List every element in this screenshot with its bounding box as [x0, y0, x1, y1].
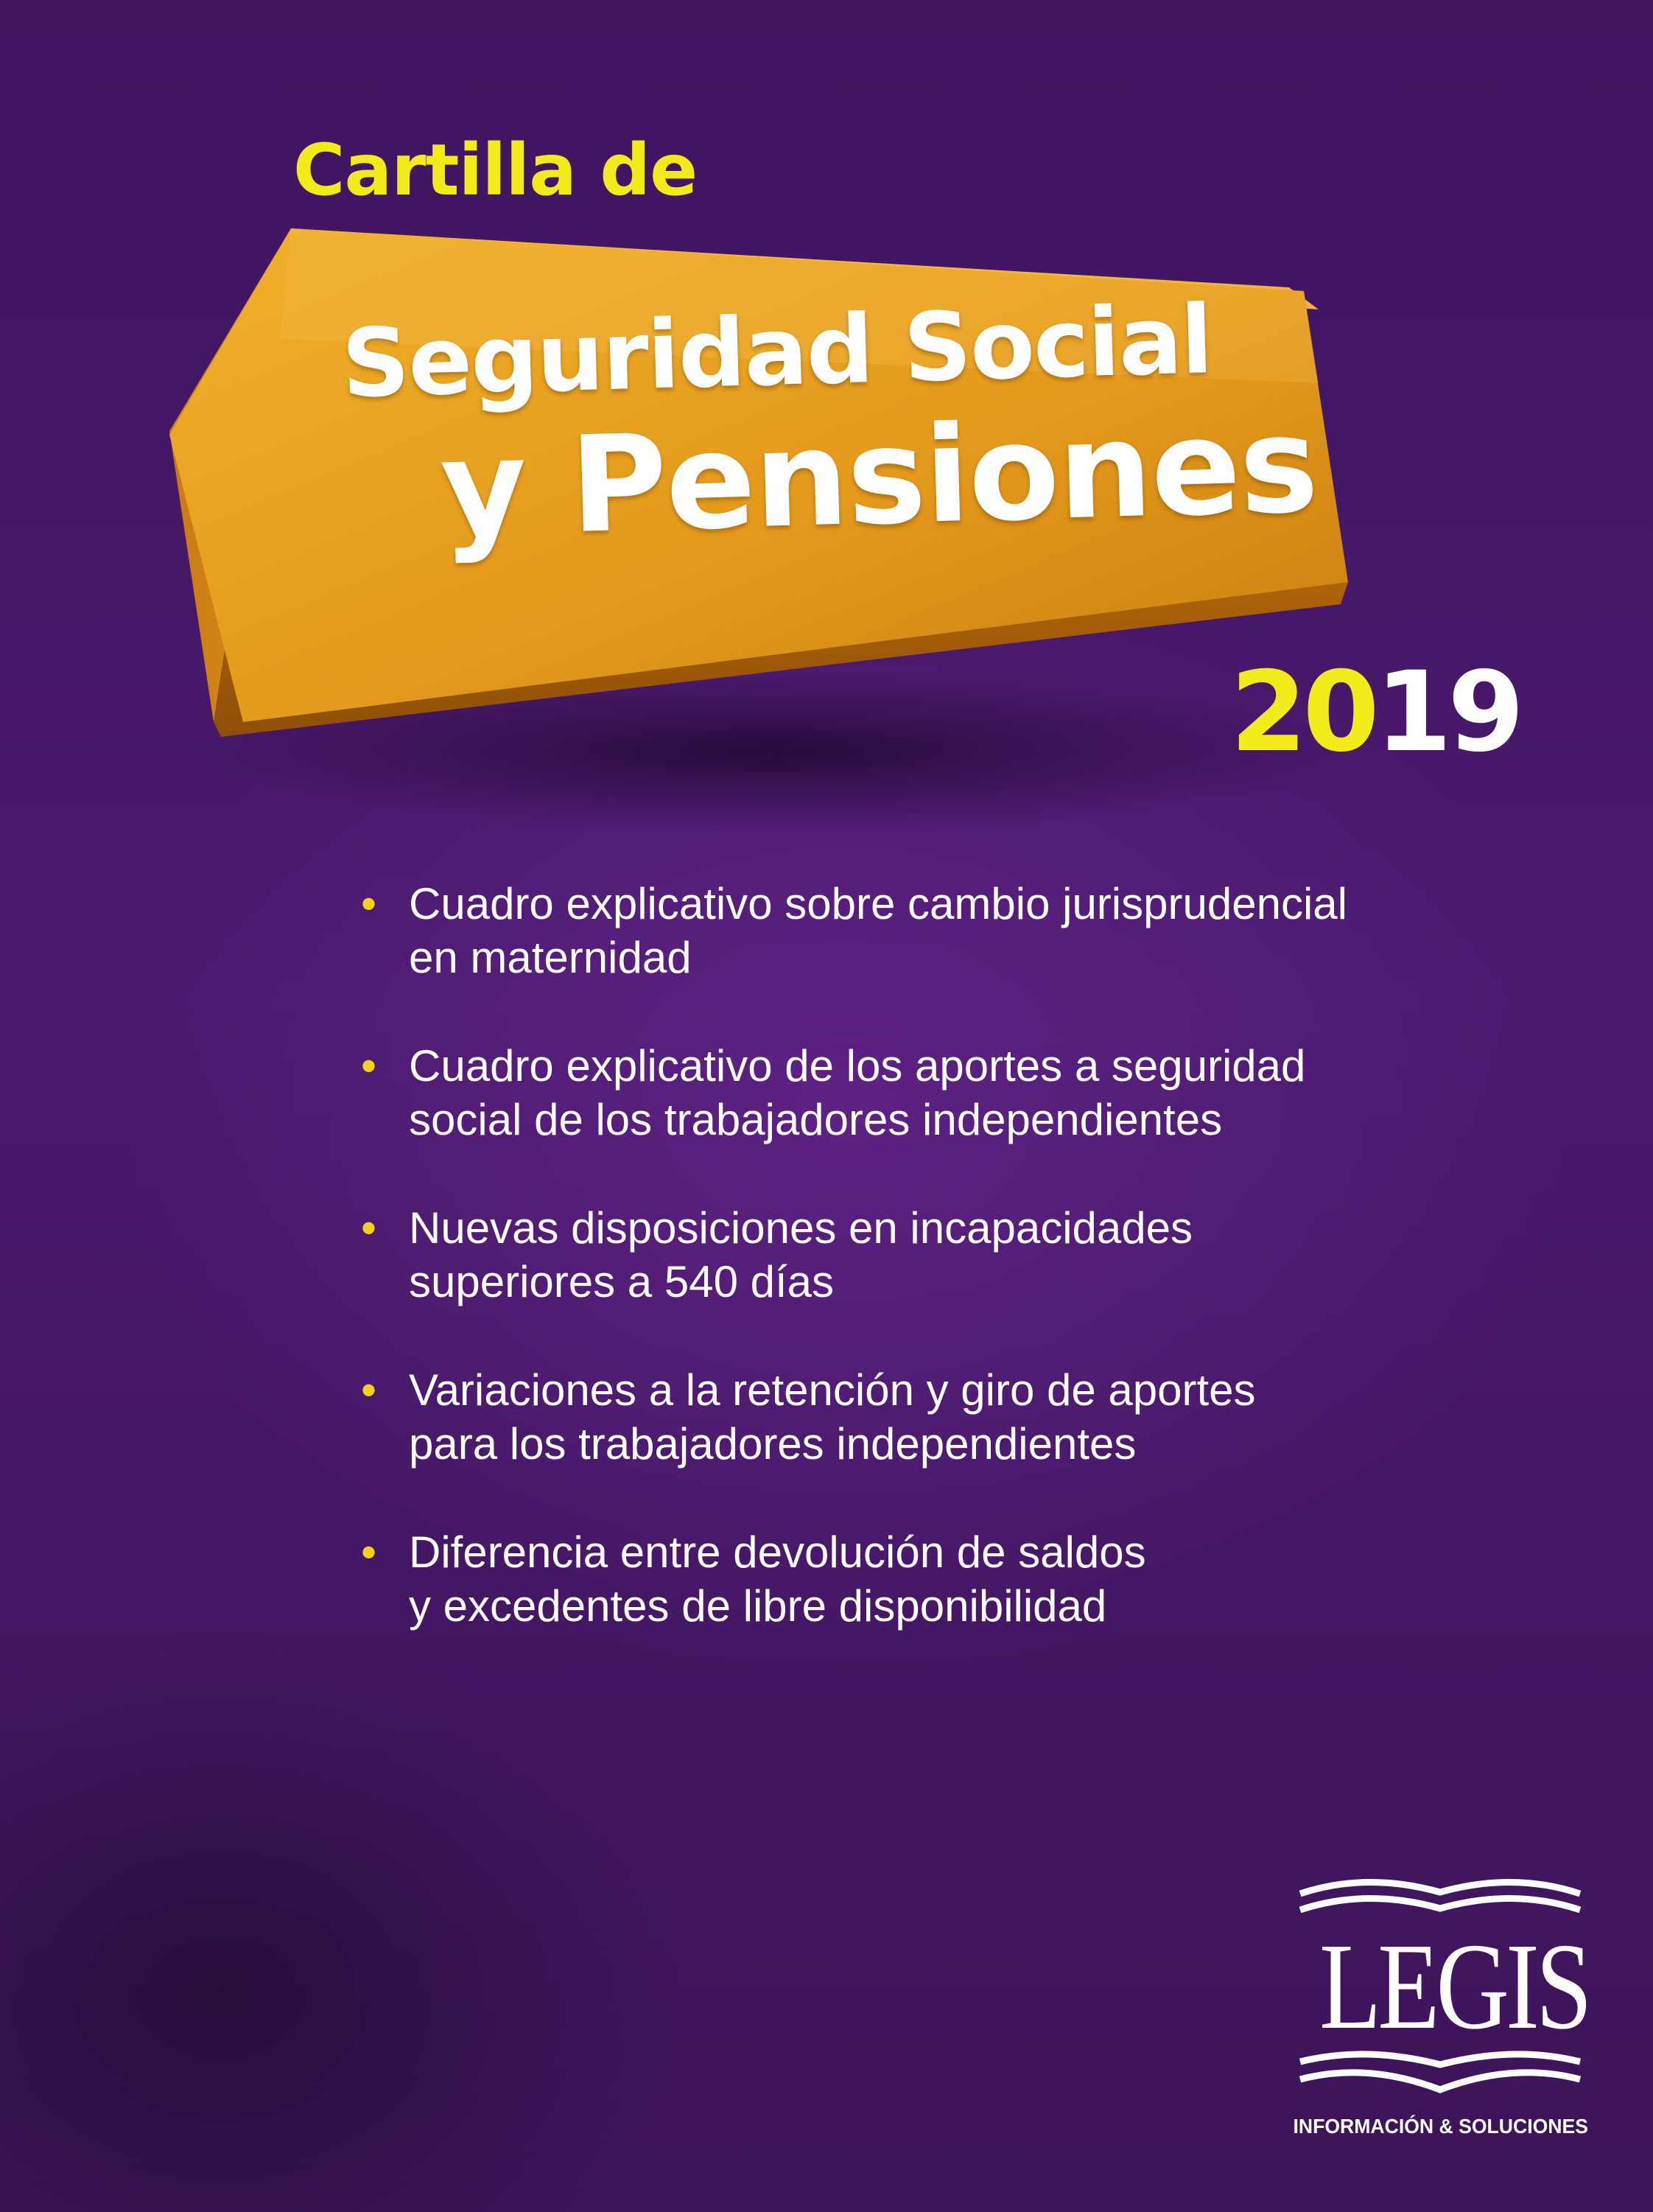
bullet-icon: •: [361, 1041, 377, 1091]
cover-title-line-2: y Pensiones: [438, 388, 1319, 567]
feature-line-2: social de los trabajadores independientes: [409, 1095, 1223, 1144]
bullet-icon: •: [361, 1365, 377, 1415]
bullet-icon: •: [361, 879, 377, 928]
year-part-a: 20: [1230, 648, 1375, 777]
cover-year: [1230, 648, 1520, 777]
feature-line-1: Cuadro explicativo de los aportes a seguridad: [409, 1041, 1306, 1091]
publisher-name: LEGIS: [1319, 1918, 1589, 2055]
feature-line-2: y excedentes de libre disponibilidad: [409, 1581, 1107, 1631]
feature-line-1: Cuadro explicativo sobre cambio jurisprudencial: [409, 879, 1347, 928]
feature-item: [361, 1525, 1466, 1633]
cover-title-line-1: Seguridad Social: [340, 285, 1213, 419]
book-bottom-stroke-2: [1300, 2073, 1580, 2090]
feature-line-1: Diferencia entre devolución de saldos: [409, 1527, 1146, 1577]
book-top-stroke-1: [1300, 1882, 1580, 1894]
feature-line-2: superiores a 540 días: [409, 1257, 835, 1306]
bullet-icon: •: [361, 1527, 377, 1577]
year-part-b: 19: [1375, 648, 1520, 777]
feature-item: [361, 1039, 1466, 1147]
feature-line-2: para los trabajadores independientes: [409, 1419, 1137, 1469]
feature-line-1: Nuevas disposiciones en incapacidades: [409, 1203, 1193, 1253]
feature-line-1: Variaciones a la retención y giro de aportes: [409, 1365, 1256, 1415]
book-top-stroke-2: [1300, 1898, 1580, 1910]
publisher-tagline: INFORMACIÓN & SOLUCIONES: [1293, 2115, 1588, 2138]
feature-line-2: en maternidad: [409, 933, 692, 982]
book-bottom-stroke-1: [1300, 2054, 1580, 2065]
feature-item: [361, 1201, 1466, 1309]
bullet-icon: •: [361, 1203, 377, 1253]
feature-item: [361, 1363, 1466, 1471]
feature-item: [361, 877, 1466, 984]
publisher-logo: [1285, 1872, 1595, 2152]
cover-subtitle: Cartilla de: [293, 129, 698, 211]
feature-list: [361, 877, 1466, 1687]
